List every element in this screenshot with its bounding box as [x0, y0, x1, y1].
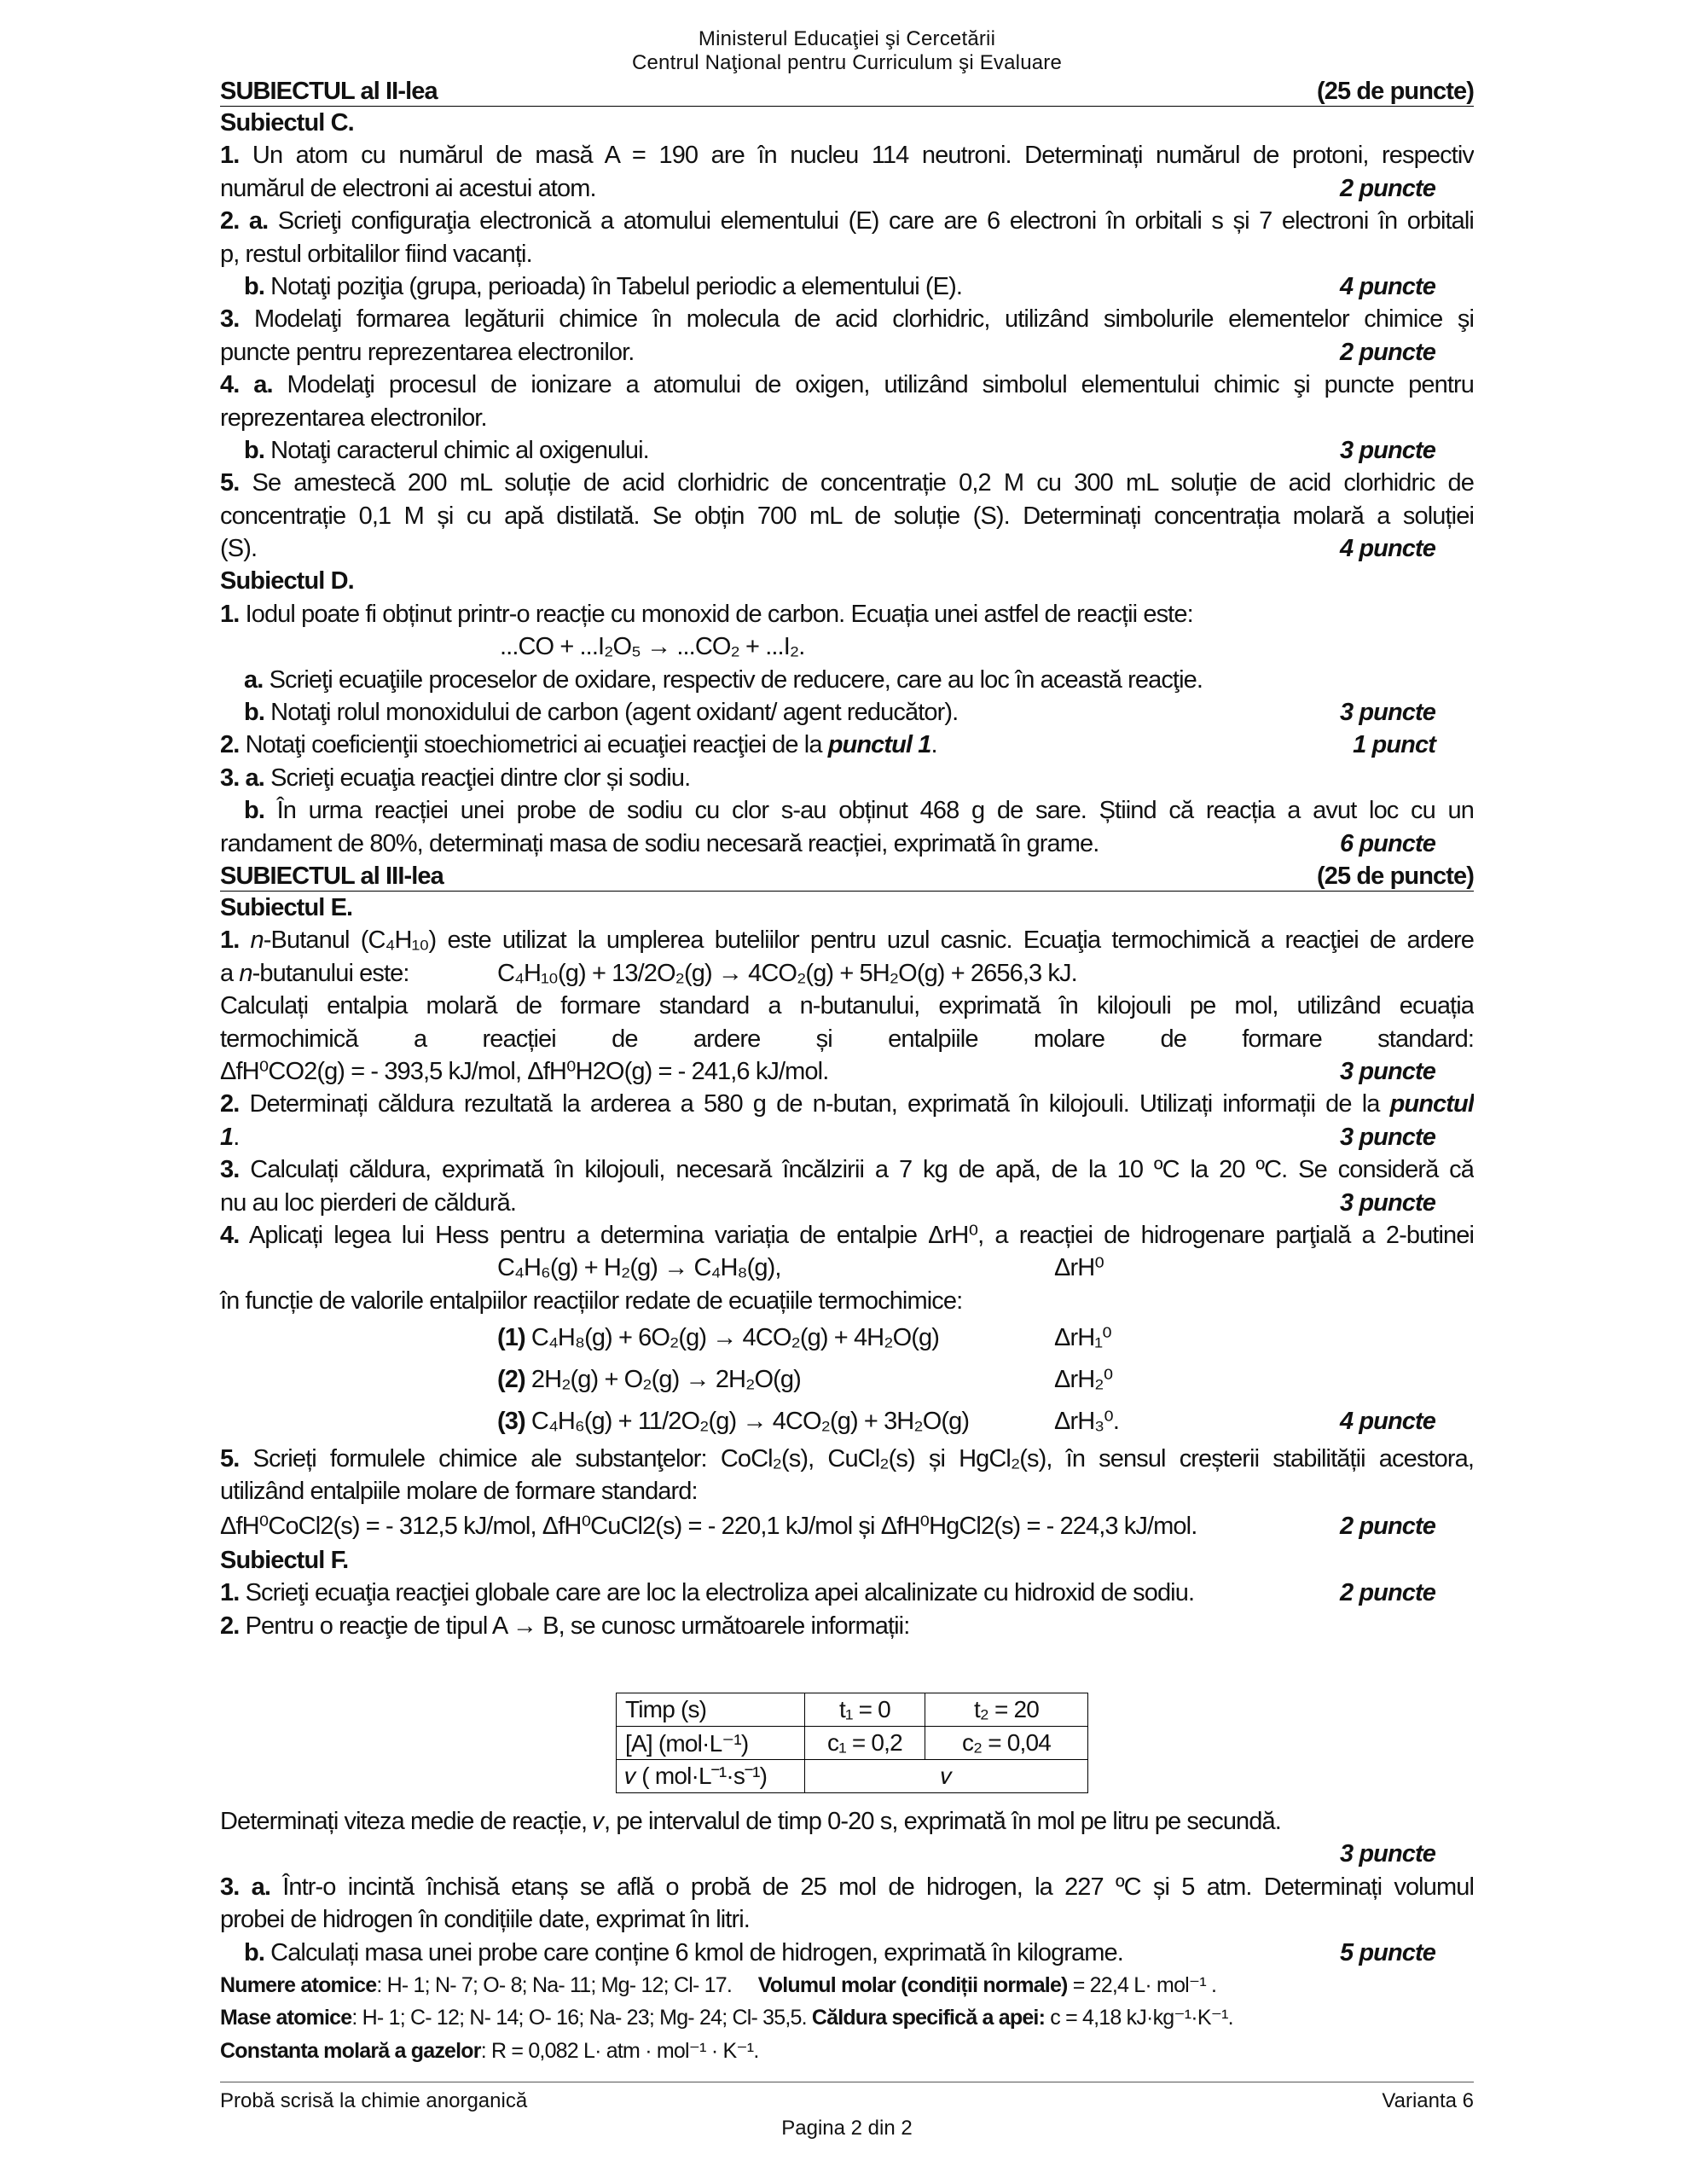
page-header [220, 26, 1474, 77]
subject-e-title: Subiectul E. [220, 893, 353, 921]
item-e1-cont3: termochimică a reacției de ardere și entalpiile molare de formare standard: [220, 1025, 1474, 1053]
section-title-3: SUBIECTUL al III-lea (25 de puncte) [220, 860, 1474, 892]
item-f3a: 3. a. Într-o incintă închisă etanș se află o probă de 25 mol de hidrogen, la 227 ºC și 5 atm. Determinați volumul [220, 1873, 1474, 1901]
item-e5: 5. Scrieți formulele chimice ale substanţelor: CoCl₂(s), CuCl₂(s) și HgCl₂(s), în sensul creșterii stabilității acestora, [220, 1445, 1474, 1473]
points-label: 3 puncte [1339, 699, 1435, 727]
item-e2: 2. Determinați căldura rezultată la arderea a 580 g de n-butan, exprimată în kilojouli. Utilizați informații de la punctul [220, 1090, 1474, 1118]
points-label: 3 puncte [1339, 1840, 1435, 1868]
item-d1a: a. Scrieţi ecuaţiile proceselor de oxidare, respectiv de reducere, care au loc în această reacţie. [244, 665, 1203, 694]
subject-c-title: Subiectul C. [220, 109, 354, 136]
rate-table [616, 1693, 1088, 1793]
page-number: Pagina 2 din 2 [781, 2117, 913, 2140]
points-label: 5 puncte [1339, 1938, 1435, 1966]
points-label: 1 punct [1353, 731, 1435, 759]
note-atomic-numbers: Numere atomice: H- 1; N- 7; O- 8; Na- 11; Mg- 12; Cl- 17. Volumul molar (condiții normale) = 22,4 L· mol⁻¹ . [220, 1972, 1217, 1997]
item-c2-cont: p, restul orbitalilor fiind vacanți. [220, 240, 532, 268]
item-e4-equation: C₄H₆(g) + H₂(g) → C₄H₈(g), ΔrH⁰ [497, 1254, 1104, 1282]
item-e4-reaction-2: (2) 2H₂(g) + O₂(g) → 2H₂O(g) ΔrH₂⁰ [497, 1366, 1113, 1394]
table-row: 𝑣 ( mol·L⁻¹·s⁻¹) 𝑣 [617, 1760, 1088, 1793]
item-c4: 4. a. Modelaţi procesul de ionizare a atomului de oxigen, utilizând simbolul elementului chimic şi puncte pentru [220, 371, 1474, 399]
item-c4b: b. Notaţi caracterul chimic al oxigenului. 3 puncte [220, 434, 1474, 467]
points-label: 3 puncte [1339, 1057, 1435, 1085]
points-label: 2 puncte [1339, 338, 1435, 366]
item-c5-cont2: (S). 4 puncte [220, 532, 1474, 565]
item-e4: 4. Aplicați legea lui Hess pentru a determina variația de entalpie ΔrH⁰, a reacției de hidrogenare parţială a 2-butinei [220, 1221, 1474, 1249]
item-e4-reaction-3: (3) C₄H₆(g) + 11/2O₂(g) → 4CO₂(g) + 3H₂O(g) ΔrH₃⁰. 4 puncte [220, 1401, 1474, 1443]
subject-f-title: Subiectul F. [220, 1546, 349, 1574]
note-gas-constant: Constanta molară a gazelor: R = 0,082 L· atm · mol⁻¹ · K⁻¹. [220, 2038, 759, 2063]
points-label: 4 puncte [1339, 535, 1435, 563]
exam-page [220, 26, 1474, 1642]
note-atomic-masses: Mase atomice: H- 1; C- 12; N- 14; O- 16; Na- 23; Mg- 24; Cl- 35,5. Căldura specifică a apei: c = 4,18 kJ·kg⁻¹·K⁻¹. [220, 2006, 1233, 2030]
item-e4-cont: în funcție de valorile entalpiilor reacțiilor redate de ecuațiile termochimice: [220, 1287, 963, 1315]
footer-variant: Varianta 6 [1382, 2089, 1474, 2112]
ministry-name: Ministerul Educaţiei şi Cercetării [698, 27, 996, 50]
item-e1: 1. n-Butanul (C₄H₁₀) este utilizat la umplerea buteliilor pentru uzul casnic. Ecuaţia termochimică a reacţiei de ardere [220, 926, 1474, 955]
points-label: 6 puncte [1339, 829, 1435, 857]
table-row: Timp (s) t₁ = 0 t₂ = 20 [617, 1693, 1088, 1727]
item-d1b: b. Notaţi rolul monoxidului de carbon (agent oxidant/ agent reducător). 3 puncte [220, 696, 1474, 729]
points-label: 2 puncte [1339, 174, 1435, 202]
item-f3b: b. Calculați masa unei probe care conține 6 kmol de hidrogen, exprimată în kilograme. 5 puncte [220, 1937, 1474, 1969]
item-d3b: b. În urma reacției unei probe de sodiu cu clor s-au obținut 468 g de sare. Știind că reacția a avut loc cu un [244, 797, 1474, 825]
item-e2-cont: 1. 3 puncte [220, 1121, 1474, 1153]
item-c5: 5. Se amestecă 200 mL soluție de acid clorhidric de concentrație 0,2 M cu 300 mL soluție de acid clorhidric de [220, 469, 1474, 497]
item-f3a-cont: probei de hidrogen în condițiile date, exprimat în litri. [220, 1906, 750, 1934]
item-f2-cont: Determinați viteza medie de reacție, 𝑣, pe intervalul de timp 0-20 s, exprimată în mol pe litru pe secundă. [220, 1808, 1281, 1835]
item-e1-cont4: ΔfH⁰CO2(g) = - 393,5 kJ/mol, ΔfH⁰H2O(g) = - 241,6 kJ/mol. 3 puncte [220, 1055, 1474, 1088]
section-points: (25 de puncte) [1317, 78, 1474, 105]
item-c1-cont: numărul de electroni ai acestui atom. 2 puncte [220, 172, 1474, 205]
item-e3: 3. Calculați căldura, exprimată în kilojouli, necesară încălzirii a 7 kg de apă, de la 10 ºC la 20 ºC. Se consideră că [220, 1156, 1474, 1184]
section-points: (25 de puncte) [1317, 862, 1474, 890]
section-title-2: SUBIECTUL al II-lea (25 de puncte) [220, 75, 1474, 107]
center-name: Centrul Naţional pentru Curriculum şi Evaluare [631, 51, 1063, 74]
footer-exam-name: Probă scrisă la chimie anorganică [220, 2089, 528, 2112]
item-c4-cont: reprezentarea electronilor. [220, 404, 487, 432]
item-e3-cont: nu au loc pierderi de căldură. 3 puncte [220, 1187, 1474, 1219]
item-d1: 1. Iodul poate fi obținut printr-o reacție cu monoxid de carbon. Ecuația unei astfel de reacții este: [220, 600, 1193, 628]
item-d3b-cont: randament de 80%, determinați masa de sodiu necesară reacției, exprimată în grame. 6 puncte [220, 828, 1474, 860]
item-e5-values: ΔfH⁰CoCl2(s) = - 312,5 kJ/mol, ΔfH⁰CuCl2(s) = - 220,1 kJ/mol și ΔfH⁰HgCl2(s) = - 224,3 kJ/mol. 2 puncte [220, 1508, 1474, 1544]
points-label: 4 puncte [1339, 1408, 1435, 1436]
points-label: 4 puncte [1339, 272, 1435, 300]
item-e1-cont2: Calculați entalpia molară de formare standard a n-butanului, exprimată în kilojouli pe mol, utilizând ecuația [220, 992, 1474, 1020]
points-label: 2 puncte [1339, 1512, 1435, 1540]
item-d3a: 3. a. Scrieţi ecuaţia reacţiei dintre clor și sodiu. [220, 764, 691, 792]
item-c3: 3. Modelaţi formarea legăturii chimice în molecula de acid clorhidric, utilizând simbolurile elementelor chimice şi [220, 305, 1474, 334]
item-c2: 2. a. Scrieţi configuraţia electronică a atomului elementului (E) care are 6 electroni în orbitali s și 7 electroni în orbitali [220, 207, 1474, 235]
table-row: [A] (mol·L⁻¹) c₁ = 0,2 c₂ = 0,04 [617, 1727, 1088, 1760]
item-f2: 2. Pentru o reacţie de tipul A → B, se cunosc următoarele informații: [220, 1612, 910, 1640]
item-d1-equation: ...CO + ...I₂O₅ → ...CO₂ + ...I₂. [500, 633, 805, 661]
item-f1: 1. Scrieţi ecuaţia reacţiei globale care are loc la electroliza apei alcalinizate cu hidroxid de sodiu. 2 puncte [220, 1577, 1474, 1609]
item-d2: 2. Notaţi coeficienţii stoechiometrici ai ecuaţiei reacţiei de la punctul 1. 1 punct [220, 729, 1474, 761]
item-c2b: b. Notaţi poziţia (grupa, perioada) în Tabelul periodic a elementului (E). 4 puncte [220, 270, 1474, 303]
exam-body [220, 75, 1474, 1642]
points-label: 3 puncte [1339, 436, 1435, 464]
points-label: 3 puncte [1339, 1123, 1435, 1151]
subject-d-title: Subiectul D. [220, 567, 354, 595]
item-c1: 1. Un atom cu numărul de masă A = 190 are în nucleu 114 neutroni. Determinați numărul de protoni, respectiv [220, 142, 1474, 170]
points-label: 3 puncte [1339, 1188, 1435, 1217]
points-label: 2 puncte [1339, 1579, 1435, 1607]
item-c3-cont: puncte pentru reprezentarea electronilor. 2 puncte [220, 336, 1474, 369]
item-c5-cont: concentrație 0,1 M și cu apă distilată. Se obțin 700 mL de soluție (S). Determinați concentrația molară a soluției [220, 502, 1474, 530]
item-e5-cont: utilizând entalpiile molare de formare standard: [220, 1478, 698, 1506]
exam-body-end [220, 1805, 1474, 2067]
item-e1-cont: a n-butanului este: C₄H₁₀(g) + 13/2O₂(g) → 4CO₂(g) + 5H₂O(g) + 2656,3 kJ. [220, 959, 1077, 987]
item-e4-reaction-1: (1) C₄H₈(g) + 6O₂(g) → 4CO₂(g) + 4H₂O(g) ΔrH₁⁰ [497, 1324, 1111, 1352]
item-f2-points [220, 1838, 1474, 1870]
